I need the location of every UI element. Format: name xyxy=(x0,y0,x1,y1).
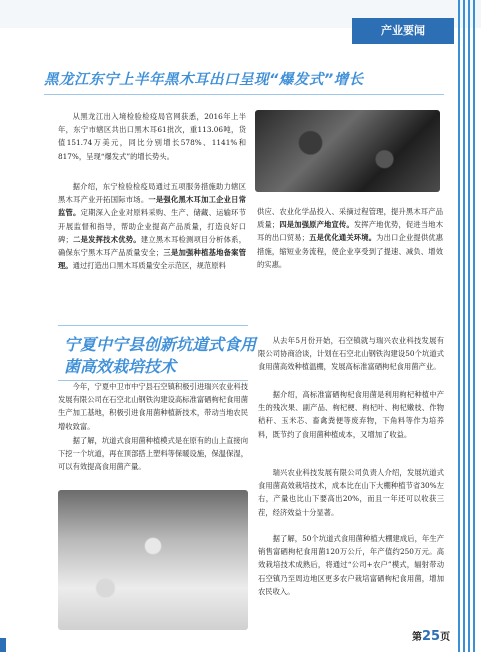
article1-paragraph-2: 据介绍，东宁检验检疫局通过五项服务措施助力辖区黑木耳产业开拓国际市场。一是强化黑木耳加工企业日常监管。定期深入企业对原料采购、生产、储藏、运输环节开展监督和指导，帮助企业提高产品质量，打造良好口碑；二是发挥技术优势。建立黑木耳检测项目分析体系，确保东宁黑木耳产品质量安全；三是加强种植基地备案管理。通过打造出口黑木耳质量安全示范区，规范原料 xyxy=(58,182,247,271)
decorative-stripes xyxy=(456,0,481,652)
article2-paragraph-6: 据了解，50个坑道式食用菌种植大棚建成后，年生产销售富硒枸杞食用菌120万公斤，年产值约250万元。高效栽培技术成熟后，将通过“公司+农户”模式，辐射带动石空镇乃至周边地区更多农户栽培富硒枸杞食用菌，增加农民收入。 xyxy=(258,534,444,596)
article2-paragraph-3: 从去年5月份开始，石空镇就与瑞兴农业科技发展有限公司协商洽谈，计划在石空北山钢铁沟建设50个坑道式食用菌高效种植温棚，发展高标准富硒枸杞食用菌产业。 xyxy=(258,336,444,372)
mushroom-farm-photo xyxy=(58,490,248,630)
section-label: 产业要闻 xyxy=(352,18,454,44)
article1-title: 黑龙江东宁上半年黑木耳出口呈现“爆发式”增长 xyxy=(44,72,364,88)
article2-paragraph-5: 瑞兴农业科技发展有限公司负责人介绍，发展坑道式食用菌高效栽培技术，成本比在山下大棚种植节省30%左右，产量也比山下要高出20%，而且一年还可以收获三茬，经济效益十分显著。 xyxy=(258,468,444,517)
article2-paragraph-1: 今年，宁夏中卫市中宁县石空镇积极引进瑞兴农业科技发展有限公司在石空北山钢铁沟建设高标准富硒枸杞食用菌生产加工基地，积极引进食用菌种植新技术，带动当地农民增收致富。 xyxy=(58,382,248,431)
corner-mark xyxy=(0,638,6,652)
black-fungus-photo xyxy=(255,110,440,192)
divider-rule xyxy=(58,325,248,326)
article2-paragraph-2: 据了解，坑道式食用菌种植模式是在原有的山上直接向下挖一个坑道，再在顶部搭上塑料等保暖设施，保温保湿，可以有效提高食用菌产量。 xyxy=(58,436,248,472)
title-rule xyxy=(44,94,444,95)
article1-paragraph-3: 供应、农业化学品投入、采摘过程管理，提升黑木耳产品质量；四是加强原产地宣传。发挥产地优势，促进当地木耳的出口贸易；五是优化通关环境。为出口企业提供优惠措施，缩短业务流程，使企业享受到了提速、减负、增效的实惠。 xyxy=(257,207,444,269)
article2-title: 宁夏中宁县创新坑道式食用菌高效栽培技术 xyxy=(64,335,257,376)
article2-paragraph-4: 据介绍，高标准富硒枸杞食用菌是利用枸杞种植中产生的残次果、副产品、枸杞梗、枸杞叶、枸杞嫩枝、作物秸秆、玉米芯、畜禽粪便等废弃物，下角料等作为培养料，既节约了食用菌种植成本，又增加了收益。 xyxy=(258,390,444,439)
page-number: 第25页 xyxy=(412,629,451,644)
article1-paragraph-1: 从黑龙江出入境检验检疫局官网获悉，2016年上半年，东宁市辖区共出口黑木耳61批次，重113.06吨，货值151.74万美元，同比分别增长578%、1141%和817%，呈现“爆发式”的增长势头。 xyxy=(58,112,246,161)
